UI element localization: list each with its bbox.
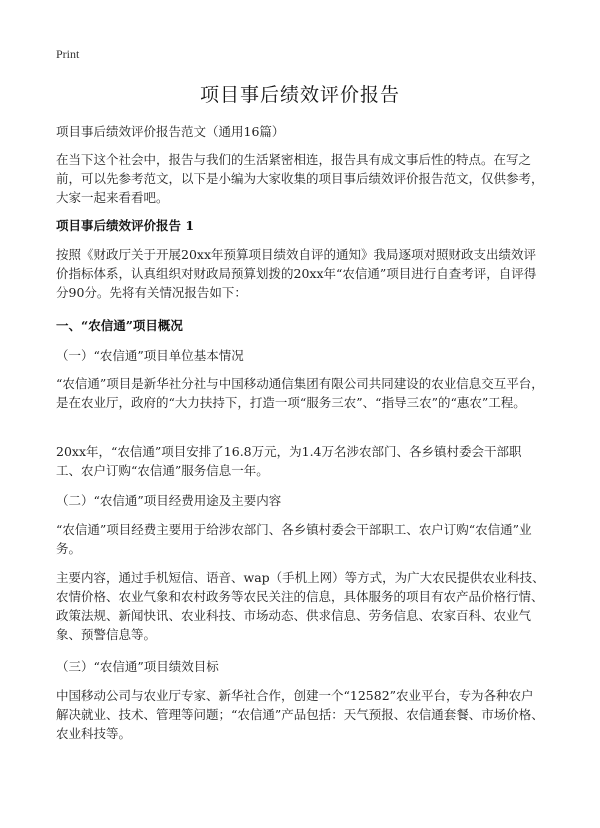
intro-paragraph: 在当下这个社会中，报告与我们的生活紧密相连，报告具有成文事后性的特点。在写之前，可以先参考范文，以下是小编为大家收集的项目事后绩效评价报告范文，仅供参考，大家一起来看看吧。	[56, 152, 544, 205]
document-subtitle: 项目事后绩效评价报告范文（通用16篇）	[56, 124, 285, 139]
paragraph-2: “农信通”项目是新华社分社与中国移动通信集团有限公司共同建设的农业信息交互平台，是在农业厅，政府的“大力扶持下，打造一项“服务三农”、“指导三农”的“惠农”工程。	[56, 376, 544, 410]
sub-heading-3: （三）“农信通”项目绩效目标	[56, 659, 219, 674]
print-label[interactable]: Print	[56, 47, 80, 61]
section-1-heading: 一、“农信通”项目概况	[56, 318, 183, 333]
paragraph-1: 按照《财政厅关于开展20xx年预算项目绩效自评的通知》我局逐项对照财政支出绩效评价指标体系，认真组织对财政局预算划拨的20xx年“农信通”项目进行自查考评，自评得分90分。先将有关情况报告如下：	[56, 247, 537, 300]
sub-heading-2: （二）“农信通”项目经费用途及主要内容	[56, 493, 282, 508]
paragraph-4: “农信通”项目经费主要用于给涉农部门、各乡镇村委会干部职工、农户订购“农信通”业务。	[56, 522, 532, 556]
paragraph-5: 主要内容，通过手机短信、语音、wap（手机上网）等方式，为广大农民提供农业科技、农情价格、农业气象和农村政务等农民关注的信息，具体服务的项目有农产品价格行情、政策法规、新闻快讯、农业科技、市场动态、供求信息、劳务信息、农家百科、农业气象、预警信息等。	[56, 570, 545, 642]
page-title: 项目事后绩效评价报告	[199, 84, 400, 106]
sub-heading-1: （一）“农信通”项目单位基本情况	[56, 348, 244, 363]
report-heading: 项目事后绩效评价报告 1	[56, 218, 195, 233]
paragraph-3: 20xx年，“农信通”项目安排了16.8万元，为1.4万名涉农部门、各乡镇村委会干部职工、农户订购“农信通”服务信息一年。	[56, 444, 522, 478]
paragraph-6: 中国移动公司与农业厅专家、新华社合作，创建一个“12582”农业平台，专为各种农户解决就业、技术、管理等问题；“农信通”产品包括：天气预报、农信通套餐、市场价格、农业科技等。	[56, 688, 544, 741]
